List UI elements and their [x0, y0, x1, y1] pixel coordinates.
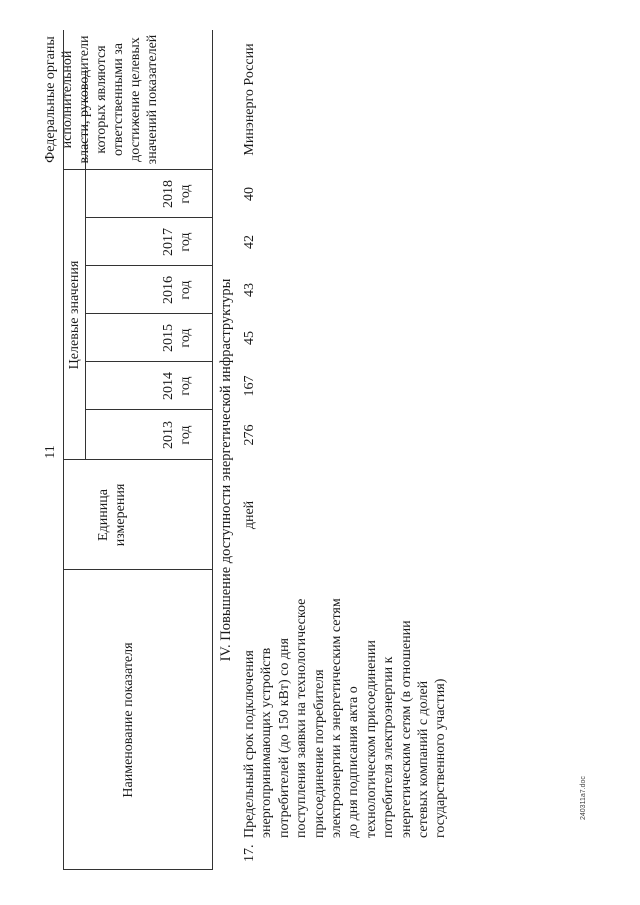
header-unit: Единица измерения [96, 483, 128, 547]
header-year-2013: 2013 год [161, 421, 193, 449]
row-value-2013: 276 [242, 424, 257, 446]
table-header-bottom-border [212, 30, 213, 870]
header-year-2016: 2016 год [161, 276, 193, 304]
row-value-2015: 45 [242, 331, 257, 345]
header-agency: Федеральные органы исполнительной власти, руководители которых являются ответственными за достижение целевых значений показателей [43, 34, 160, 165]
row-unit: дней [242, 500, 257, 530]
row-agency: Минэнерго России [242, 43, 257, 156]
header-target-values: Целевые значения [67, 260, 82, 370]
column-divider-unit [63, 459, 212, 460]
row-value-2014: 167 [242, 375, 257, 397]
column-divider-2016 [85, 265, 212, 266]
row-number: 17. [242, 844, 257, 862]
header-year-2014: 2014 год [161, 372, 193, 400]
table-left-border [63, 869, 212, 870]
column-divider-targets [63, 169, 212, 170]
header-year-2015: 2015 год [161, 324, 193, 352]
row-indicator-text: Предельный срок подключения энергопринимающих устройств потребителей (до 150 кВт) со дня поступления заявки на технологическое присоединение потребителя электроэнергии к энергетическим сетям до дня подписания акта о технологическом присоединении потребителя электроэнергии к энергетическим сетям (в отношении сетевых компаний с долей государственного участия) [242, 598, 449, 838]
section-title: IV. Повышение доступности энергетической инфраструктуры [218, 278, 234, 662]
column-divider-2014 [85, 361, 212, 362]
header-year-2018: 2018 год [161, 180, 193, 208]
column-divider-2015 [85, 313, 212, 314]
document-code: 240311a7.doc [580, 776, 587, 820]
page-number: 11 [43, 445, 58, 459]
rotated-table-sheet [40, 30, 600, 870]
row-value-2017: 42 [242, 235, 257, 249]
header-indicator-name: Наименование показателя [121, 642, 136, 798]
row-value-2018: 40 [242, 187, 257, 201]
column-divider-2013 [85, 409, 212, 410]
column-divider-2017 [85, 217, 212, 218]
header-year-2017: 2017 год [161, 228, 193, 256]
column-divider-name [63, 569, 212, 570]
row-value-2016: 43 [242, 283, 257, 297]
